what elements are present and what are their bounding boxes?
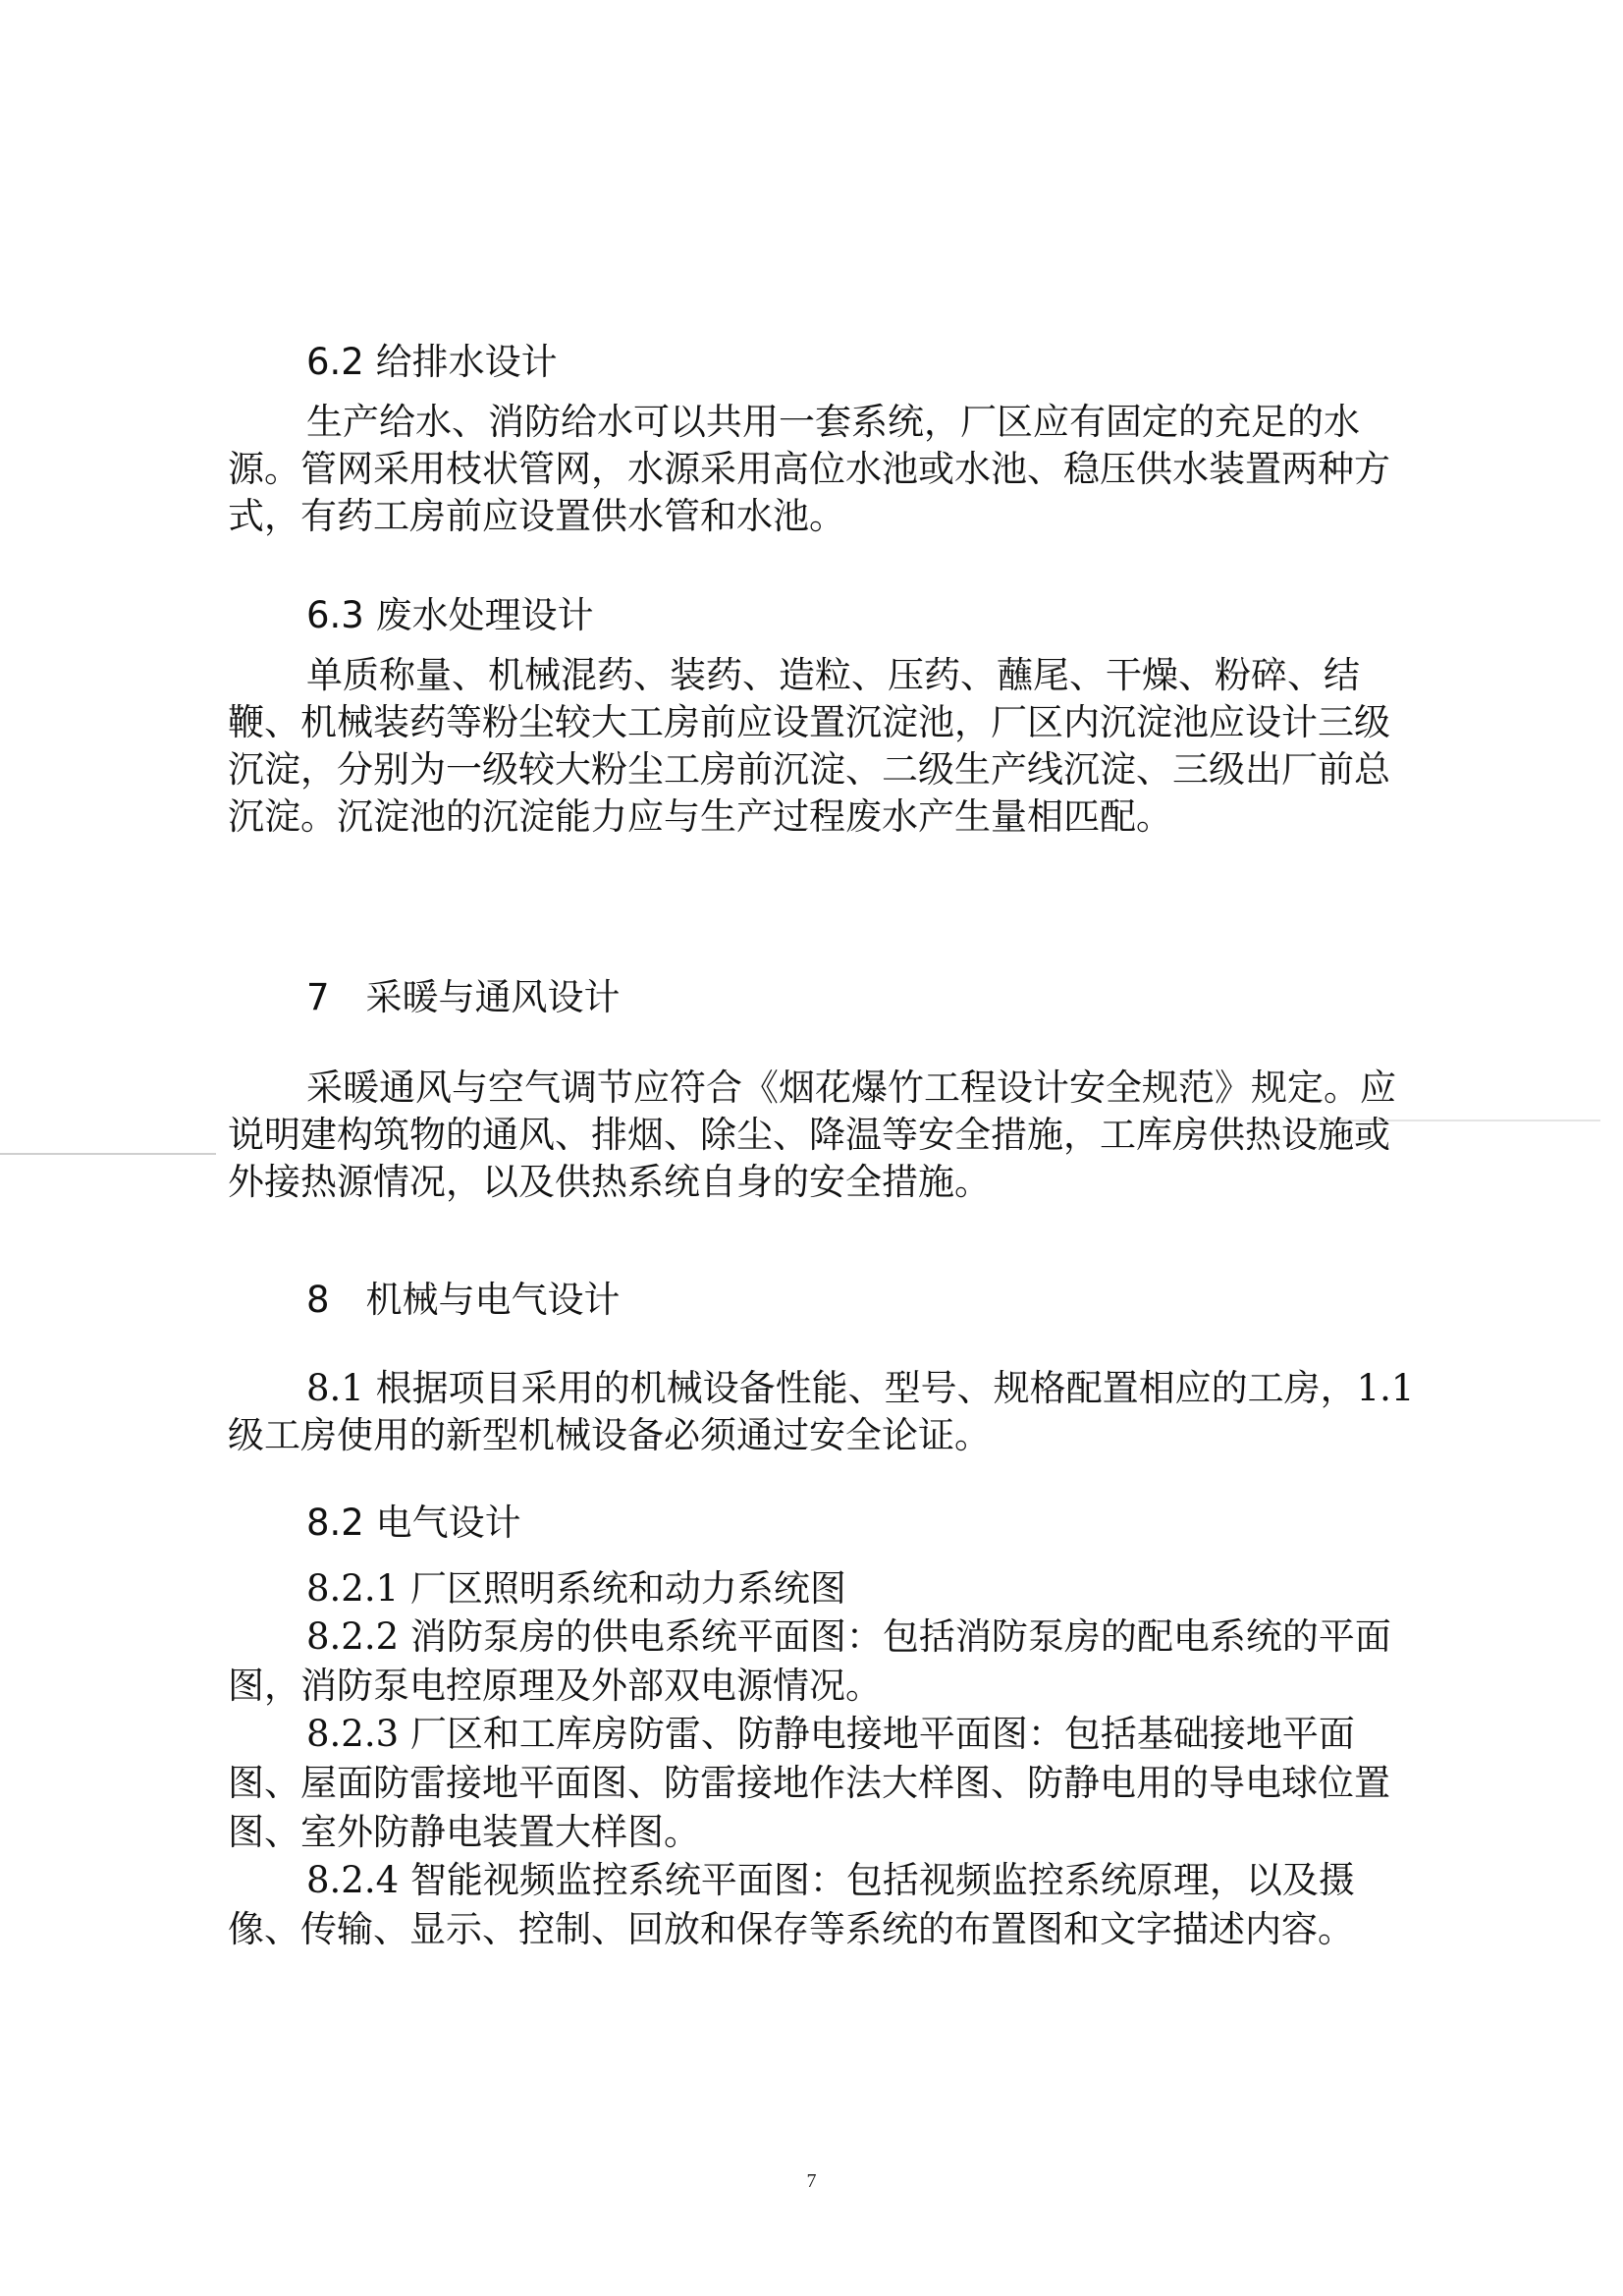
paragraph: 采暖通风与空气调节应符合《烟花爆竹工程设计安全规范》规定。应说明建构筑物的通风、排烟、除尘、降温等安全措施，工库房供热设施或外接热源情况，以及供热系统自身的安全措施。 — [228, 1066, 1396, 1203]
paragraph: 生产给水、消防给水可以共用一套系统，厂区应有固定的充足的水源。管网采用枝状管网，水源采用高位水池或水池、稳压供水装置两种方式，有药工房前应设置供水管和水池。 — [228, 401, 1390, 537]
section-heading: 8.2 电气设计 — [306, 1502, 521, 1544]
section-heading: 8 机械与电气设计 — [306, 1279, 621, 1321]
paragraph: 8.2.2 消防泵房的供电系统平面图：包括消防泵房的配电系统的平面图，消防泵电控原理及外部双电源情况。 — [228, 1615, 1391, 1707]
paragraph: 8.2.1 厂区照明系统和动力系统图 — [306, 1567, 846, 1610]
section-heading: 6.2 给排水设计 — [306, 341, 558, 383]
paragraph: 单质称量、机械混药、装药、造粒、压药、蘸尾、干燥、粉碎、结鞭、机械装药等粉尘较大工房前应设置沉淀池，厂区内沉淀池应设计三级沉淀，分别为一级较大粉尘工房前沉淀、二级生产线沉淀、三级出厂前总沉淀。沉淀池的沉淀能力应与生产过程废水产生量相匹配。 — [228, 654, 1390, 838]
section-heading: 6.3 废水处理设计 — [306, 594, 594, 636]
scan-mark — [0, 1153, 216, 1155]
section-heading: 7 采暖与通风设计 — [306, 976, 621, 1018]
paragraph: 8.1 根据项目采用的机械设备性能、型号、规格配置相应的工房，1.1级工房使用的新型机械设备必须通过安全论证。 — [228, 1367, 1415, 1456]
paragraph: 8.2.3 厂区和工库房防雷、防静电接地平面图：包括基础接地平面图、屋面防雷接地平面图、防雷接地作法大样图、防静电用的导电球位置图、室外防静电装置大样图。 — [228, 1713, 1390, 1853]
page-number: 7 — [806, 2170, 817, 2192]
paragraph: 8.2.4 智能视频监控系统平面图：包括视频监控系统原理，以及摄像、传输、显示、控制、回放和保存等系统的布置图和文字描述内容。 — [228, 1859, 1355, 1950]
